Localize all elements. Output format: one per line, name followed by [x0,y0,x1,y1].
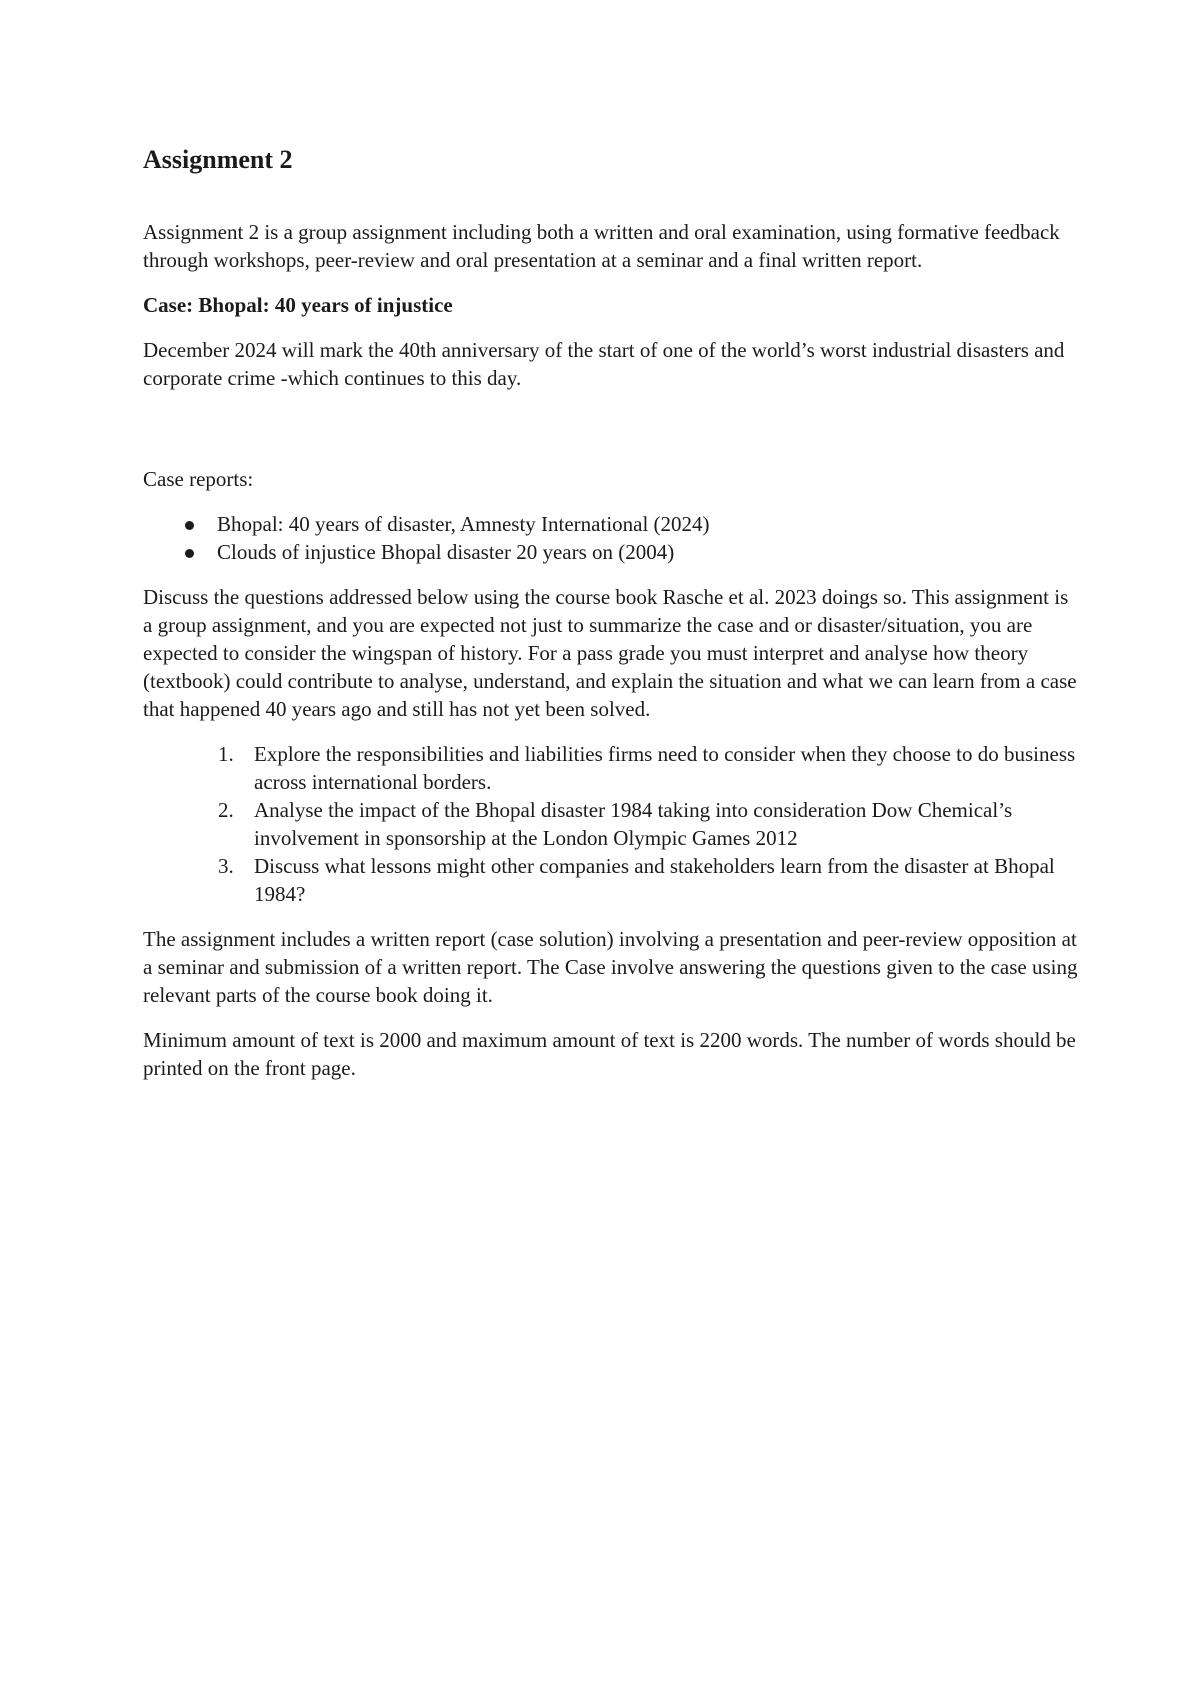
list-item [143,852,1078,908]
case-heading: Case: Bhopal: 40 years of injustice [143,293,453,317]
bullet-icon [185,521,194,530]
intro-paragraph: Assignment 2 is a group assignment including both a written and oral examination, using formative feedback through workshops, peer-review and oral presentation at a seminar and a final written report. [143,220,1060,272]
case-description: December 2024 will mark the 40th anniversary of the start of one of the world’s worst industrial disasters and corporate crime -which continues to this day. [143,338,1065,390]
bullet-icon [185,549,194,558]
document-content [143,140,1078,1099]
document-title: Assignment 2 [143,145,293,174]
case-reports-list [143,510,1078,566]
case-report-title: Bhopal: 40 years of disaster, Amnesty International (2024) [217,512,710,536]
report-description: The assignment includes a written report (case solution) involving a presentation and peer-review opposition at a seminar and submission of a written report. The Case involve answering the questions given to the case using relevant parts of the course book doing it. [143,927,1078,1007]
case-reports-label: Case reports: [143,467,254,491]
blank-line [143,409,1078,465]
discussion-paragraph: Discuss the questions addressed below using the course book Rasche et al. 2023 doings so. This assignment is a group assignment, and you are expected not just to summarize the case and or disaster/situation, you are expected to consider the wingspan of history. For a pass grade you must interpret and analyse how theory (textbook) could contribute to analyse, understand, and explain the situation and what we can learn from a case that happened 40 years ago and still has not yet been solved. [143,585,1077,721]
question-number: 3. [218,854,234,878]
question-text: Discuss what lessons might other companies and stakeholders learn from the disaster at Bhopal 1984? [254,854,1055,906]
word-limit-paragraph: Minimum amount of text is 2000 and maximum amount of text is 2200 words. The number of words should be printed on the front page. [143,1028,1076,1080]
question-text: Analyse the impact of the Bhopal disaster 1984 taking into consideration Dow Chemical’s involvement in sponsorship at the London Olympic Games 2012 [254,798,1013,850]
question-number: 2. [218,798,234,822]
case-report-title: Clouds of injustice Bhopal disaster 20 years on (2004) [217,540,675,564]
questions-list [143,740,1078,908]
question-text: Explore the responsibilities and liabilities firms need to consider when they choose to do business across international borders. [254,742,1076,794]
question-number: 1. [218,742,234,766]
list-item [143,510,1078,538]
list-item [143,538,1078,566]
list-item [143,740,1078,796]
list-item [143,796,1078,852]
